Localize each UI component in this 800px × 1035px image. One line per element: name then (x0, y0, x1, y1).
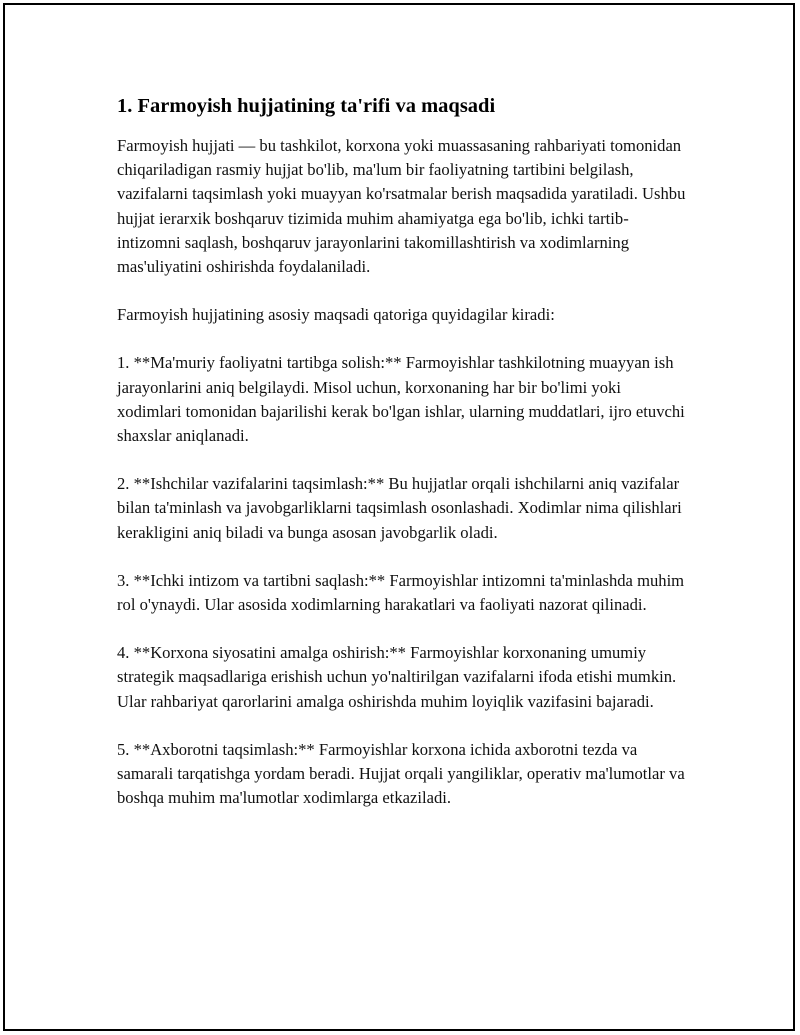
document-body (117, 92, 689, 834)
list-item-5: 5. **Axborotni taqsimlash:** Farmoyishlar korxona ichida axborotni tezda va samarali tarqatishga yordam beradi. Hujjat orqali yangiliklar, operativ ma'lumotlar va boshqa muhim ma'lumotlar xodimlarga etkaziladi. (117, 739, 685, 808)
list-item-4: 4. **Korxona siyosatini amalga oshirish:** Farmoyishlar korxonaning umumiy strategik maqsadlariga erishish uchun yo'naltirilgan vazifalarni ifoda etishi mumkin. Ular rahbariyat qarorlarini amalga oshirishda muhim loyiqlik vazifasini bajaradi. (117, 643, 677, 711)
list-item-2: 2. **Ishchilar vazifalarini taqsimlash:** Bu hujjatlar orqali ishchilarni aniq vazifalar bilan ta'minlash va javobgarliklarni taqsimlash osonlashadi. Xodimlar nima qilishlari kerakligini aniq biladi va bunga asosan javobgarlik oladi. (117, 474, 682, 542)
intro-paragraph: Farmoyish hujjati — bu tashkilot, korxona yoki muassasaning rahbariyati tomonidan chiqariladigan rasmiy hujjat bo'lib, ma'lum bir faoliyatning tartibini belgilash, vazifalarni taqsimlash yoki muayyan ko'rsatmalar berish maqsadida yaratiladi. Ushbu hujjat ierarxik boshqaruv tizimida muhim ahamiyatga ega bo'lib, ichki tartib-intizomni saqlash, boshqaruv jarayonlarini takomillashtirish va xodimlarning mas'uliyatini oshirishda foydalaniladi. (117, 136, 686, 277)
list-item-1: 1. **Ma'muriy faoliyatni tartibga solish:** Farmoyishlar tashkilotning muayyan ish jarayonlarini aniq belgilaydi. Misol uchun, korxonaning har bir bo'limi yoki xodimlari tomonidan bajarilishi kerak bo'lgan ishlar, ularning muddatlari, ijro etuvchi shaxslar aniqlanadi. (117, 353, 685, 446)
list-item-3: 3. **Ichki intizom va tartibni saqlash:** Farmoyishlar intizomni ta'minlashda muhim rol o'ynaydi. Ular asosida xodimlarning harakatlari va faoliyati nazorat qilinadi. (117, 570, 685, 615)
section-title: 1. Farmoyish hujjatining ta'rifi va maqsadi (117, 95, 496, 117)
purpose-lead-paragraph: Farmoyish hujjatining asosiy maqsadi qatoriga quyidagilar kiradi: (117, 305, 555, 325)
